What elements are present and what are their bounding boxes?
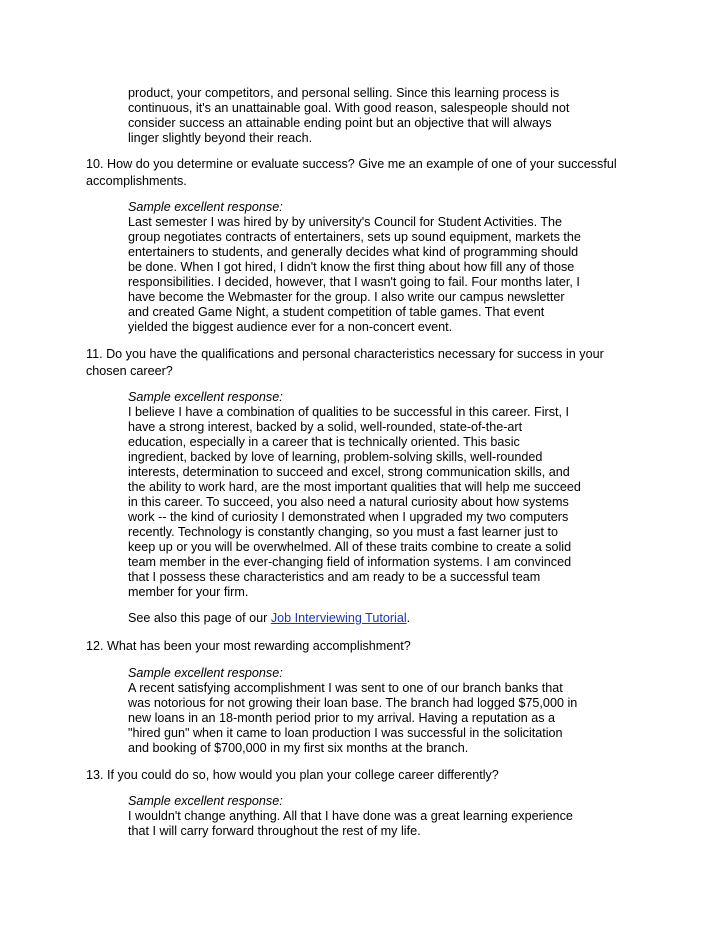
answer-12-line: was notorious for not growing their loan base. The branch had logged $75,000 in [128, 696, 578, 710]
question-13: 13. If you could do so, how would you plan your college career differently? [86, 768, 499, 782]
question-11: 11. Do you have the qualifications and personal characteristics necessary for success in your [86, 347, 604, 361]
see-also-prefix: See also this page of our [128, 611, 271, 625]
job-interviewing-tutorial-link[interactable]: Job Interviewing Tutorial [270, 611, 407, 625]
see-also-suffix: . [406, 611, 411, 625]
answer-11-line: work -- the kind of curiosity I demonstrated when I upgraded my two computers [128, 510, 569, 524]
answer-11-line: interests, determination to succeed and excel, strong communication skills, and [128, 465, 570, 479]
answer-11-line: that I possess these characteristics and am ready to be a successful team [128, 570, 541, 584]
answer-11-line: recently. Technology is constantly changing, so you must a fast learner just to [128, 525, 559, 539]
answer-11-line: I believe I have a combination of qualities to be successful in this career. First, I [128, 405, 570, 419]
answer-12-line: "hired gun" when it came to loan production I was successful in the solicitation [128, 726, 563, 740]
answer-11-line: member for your firm. [128, 585, 249, 599]
answer-10-line: have become the Webmaster for the group. I also write our campus newsletter [128, 290, 565, 304]
answer-11-line: team member in the ever-changing field of information systems. I am convinced [128, 555, 572, 569]
question-10: 10. How do you determine or evaluate success? Give me an example of one of your successful [86, 157, 617, 171]
sample-response-label: Sample excellent response: [128, 200, 283, 214]
intro-line: product, your competitors, and personal selling. Since this learning process is [128, 86, 560, 100]
intro-line: consider success an attainable ending point but an objective that will always [128, 116, 552, 130]
sample-response-label: Sample excellent response: [128, 390, 283, 404]
answer-11-line: keep up or you will be overwhelmed. All of these traits combine to create a solid [128, 540, 572, 554]
answer-10-line: be done. When I got hired, I didn't know the first thing about how fill any of those [128, 260, 575, 274]
answer-10-line: and created Game Night, a student competition of table games. That event [128, 305, 545, 319]
sample-response-label: Sample excellent response: [128, 794, 283, 808]
question-11: chosen career? [86, 364, 173, 378]
intro-line: linger slightly beyond their reach. [128, 131, 313, 145]
answer-11-line: in this career. To succeed, you also need a natural curiosity about how systems [128, 495, 569, 509]
answer-10-line: Last semester I was hired by by university's Council for Student Activities. The [128, 215, 563, 229]
answer-13-line: that I will carry forward throughout the rest of my life. [128, 824, 421, 838]
see-also-line [128, 611, 410, 626]
answer-10-line: group negotiates contracts of entertainers, sets up sound equipment, markets the [128, 230, 581, 244]
answer-13-line: I wouldn't change anything. All that I have done was a great learning experience [128, 809, 573, 823]
answer-11-line: ingredient, backed by love of learning, problem-solving skills, well-rounded [128, 450, 543, 464]
answer-12-line: A recent satisfying accomplishment I was sent to one of our branch banks that [128, 681, 563, 695]
answer-12-line: and booking of $700,000 in my first six months at the branch. [128, 741, 469, 755]
question-10: accomplishments. [86, 174, 187, 188]
answer-11-line: the ability to work hard, are the most important qualities that will help me succeed [128, 480, 581, 494]
answer-12-line: new loans in an 18-month period prior to my arrival. Having a reputation as a [128, 711, 556, 725]
question-12: 12. What has been your most rewarding accomplishment? [86, 639, 411, 653]
intro-line: continuous, it's an unattainable goal. With good reason, salespeople should not [128, 101, 570, 115]
answer-10-line: yielded the biggest audience ever for a non-concert event. [128, 320, 453, 334]
answer-11-line: have a strong interest, backed by a solid, well-rounded, state-of-the-art [128, 420, 523, 434]
sample-response-label: Sample excellent response: [128, 666, 283, 680]
answer-10-line: responsibilities. I decided, however, that I wasn't going to fail. Four months later, I [128, 275, 580, 289]
answer-10-line: entertainers to students, and generally decides what kind of programming should [128, 245, 579, 259]
answer-11-line: education, especially in a career that is technically oriented. This basic [128, 435, 520, 449]
